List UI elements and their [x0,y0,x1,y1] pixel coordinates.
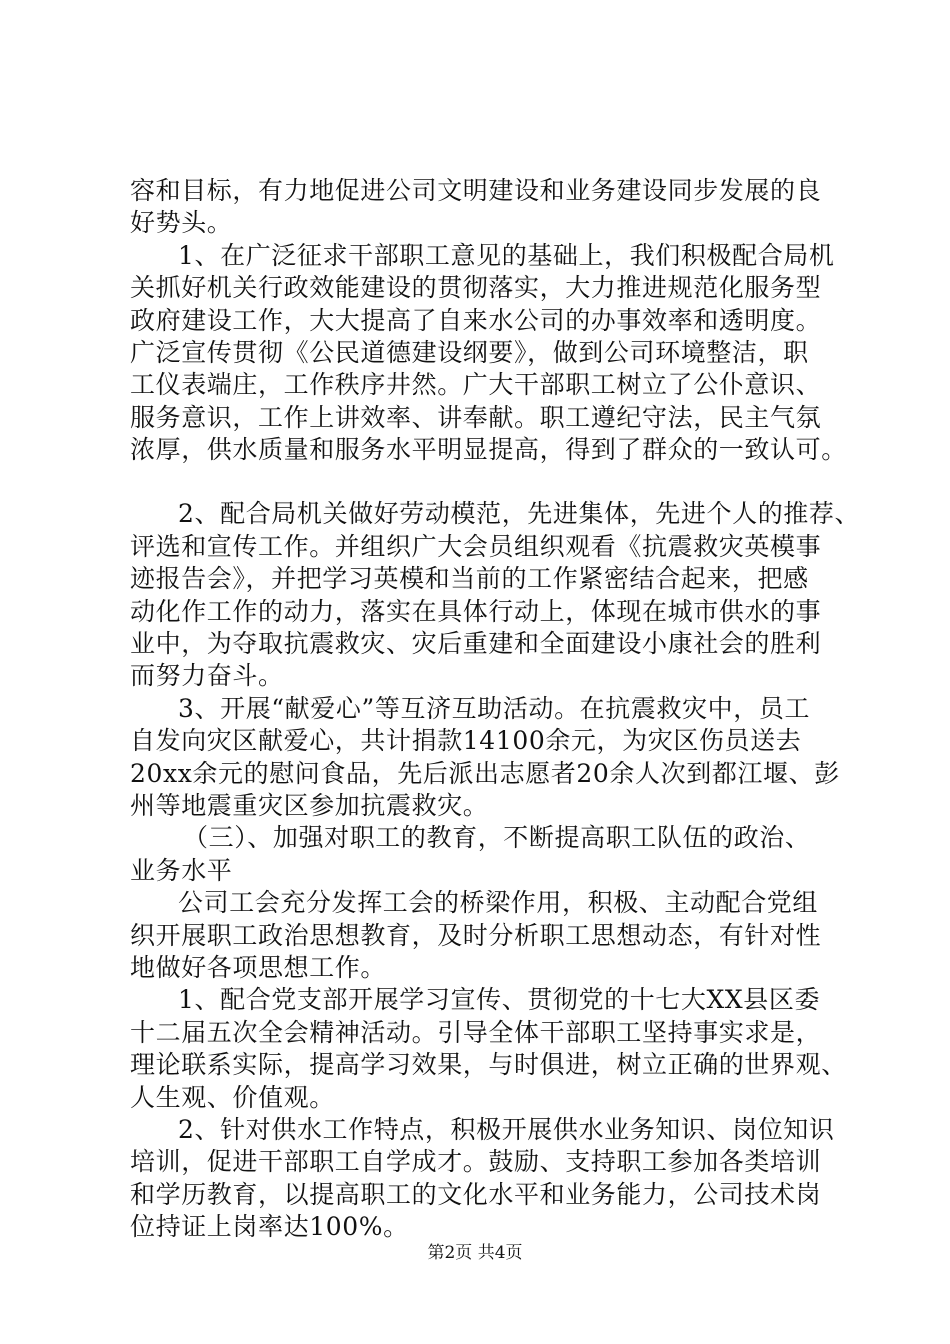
body-text-line: 而努力奋斗。 [130,661,284,690]
body-text-line: 理论联系实际，提高学习效果，与时俱进，树立正确的世界观、 [130,1050,847,1079]
body-text-line: 织开展职工政治思想教育，及时分析职工思想动态，有针对性 [130,921,822,950]
body-text-line: 20xx余元的慰问食品，先后派出志愿者20余人次到都江堰、彭 [130,759,840,788]
section-heading: （三）、加强对职工的教育，不断提高职工队伍的政治、 [183,823,811,852]
body-text-line: 自发向灾区献爱心，共计捐款14100余元，为灾区伤员送去 [130,726,802,755]
body-text-line: 动化作工作的动力，落实在具体行动上，体现在城市供水的事 [130,597,822,626]
body-text-line: 服务意识，工作上讲效率、讲奉献。职工遵纪守法，民主气氛 [130,403,822,432]
body-text-line: 1、配合党支部开展学习宣传、贯彻党的十七大XX县区委 [178,985,821,1014]
body-text-line: 关抓好机关行政效能建设的贯彻落实，大力推进规范化服务型 [130,273,822,302]
body-text-line: 公司工会充分发挥工会的桥梁作用，积极、主动配合党组 [178,888,819,917]
body-text-line: 容和目标，有力地促进公司文明建设和业务建设同步发展的良 [130,176,822,205]
body-text-line: 2、针对供水工作特点，积极开展供水业务知识、岗位知识 [178,1115,835,1144]
body-text-line: 3、开展“献爱心”等互济互助活动。在抗震救灾中，员工 [178,694,811,723]
body-text-line: 州等地震重灾区参加抗震救灾。 [130,791,489,820]
body-text-line: 业中，为夺取抗震救灾、灾后重建和全面建设小康社会的胜利 [130,629,822,658]
body-text-line: 位持证上岗率达100%。 [130,1212,409,1241]
body-text-line: 政府建设工作，大大提高了自来水公司的办事效率和透明度。 [130,306,822,335]
section-heading: 业务水平 [130,856,233,885]
body-text-line: 广泛宣传贯彻《公民道德建设纲要》，做到公司环境整洁，职 [130,338,809,367]
body-text-line: 评选和宣传工作。并组织广大会员组织观看《抗震救灾英模事 [130,532,822,561]
body-text-line: 和学历教育，以提高职工的文化水平和业务能力，公司技术岗 [130,1180,822,1209]
body-text-line: 2、配合局机关做好劳动模范，先进集体，先进个人的推荐、 [178,499,861,528]
body-text-line: 人生观、价值观。 [130,1083,335,1112]
body-text-line: 好势头。 [130,208,233,237]
body-text-line: 1、在广泛征求干部职工意见的基础上，我们积极配合局机 [178,241,835,270]
body-text-line: 培训，促进干部职工自学成才。鼓励、支持职工参加各类培训 [130,1147,822,1176]
body-text-line: 地做好各项思想工作。 [130,953,387,982]
page-number-footer: 第2页 共4页 [427,1243,523,1263]
body-text-line: 迹报告会》，并把学习英模和当前的工作紧密结合起来，把感 [130,564,809,593]
body-text-line: 十二届五次全会精神活动。引导全体干部职工坚持事实求是， [130,1018,822,1047]
body-text-line: 工仪表端庄，工作秩序井然。广大干部职工树立了公仆意识、 [130,370,822,399]
body-text-line: 浓厚，供水质量和服务水平明显提高，得到了群众的一致认可。 [130,435,847,464]
